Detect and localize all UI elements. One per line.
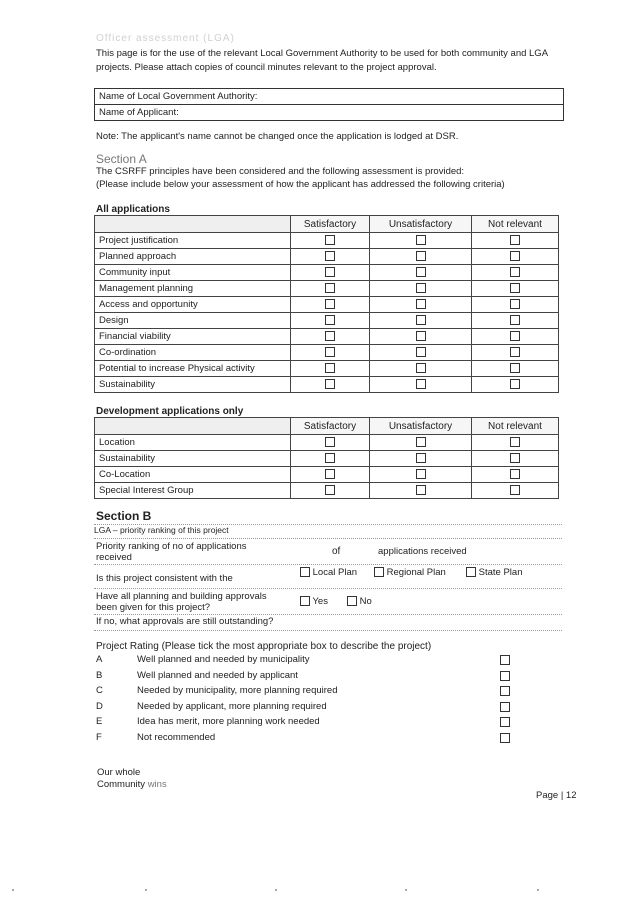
rating-option bbox=[96, 670, 516, 685]
rating-letter: C bbox=[96, 685, 103, 696]
satisfactory-checkbox[interactable] bbox=[325, 485, 335, 495]
checkbox-cell bbox=[291, 483, 370, 499]
rating-text: Not recommended bbox=[137, 731, 216, 743]
unsatisfactory-checkbox[interactable] bbox=[416, 267, 426, 277]
criteria-label: Co-ordination bbox=[95, 345, 291, 361]
satisfactory-checkbox[interactable] bbox=[325, 315, 335, 325]
checkbox-cell bbox=[370, 435, 472, 451]
intro-paragraph: This page is for the use of the relevant Local Government Authority to be used for both community and LGA projects. Please attach copies of council minutes relevant to the project approval. bbox=[96, 48, 548, 73]
satisfactory-checkbox[interactable] bbox=[325, 283, 335, 293]
rating-checkbox[interactable] bbox=[500, 655, 510, 665]
satisfactory-checkbox[interactable] bbox=[325, 299, 335, 309]
not-relevant-checkbox[interactable] bbox=[510, 283, 520, 293]
checkbox-cell bbox=[370, 313, 472, 329]
not-relevant-checkbox[interactable] bbox=[510, 347, 520, 357]
col-unsatisfactory: Unsatisfactory bbox=[370, 418, 472, 435]
scan-mark bbox=[12, 889, 14, 891]
no-checkbox[interactable] bbox=[347, 596, 357, 606]
local-plan-checkbox[interactable] bbox=[300, 567, 310, 577]
col-unsatisfactory: Unsatisfactory bbox=[370, 216, 472, 233]
slogan-community: Community bbox=[97, 779, 146, 790]
section-a-line2: (Please include below your assessment of how the applicant has addressed the following criteria) bbox=[96, 179, 505, 190]
checkbox-cell bbox=[472, 329, 559, 345]
checkbox-cell bbox=[291, 451, 370, 467]
outstanding-label[interactable]: If no, what approvals are still outstanding? bbox=[96, 616, 274, 627]
slogan-line2 bbox=[97, 779, 167, 790]
criteria-label: Planned approach bbox=[95, 249, 291, 265]
checkbox-cell bbox=[370, 345, 472, 361]
plan-consistency-row bbox=[94, 566, 562, 589]
checkbox-cell bbox=[370, 361, 472, 377]
checkbox-cell bbox=[370, 451, 472, 467]
not-relevant-checkbox[interactable] bbox=[510, 485, 520, 495]
section-b-subtitle: LGA – priority ranking of this project bbox=[94, 524, 562, 539]
checkbox-cell bbox=[370, 249, 472, 265]
criteria-label: Location bbox=[95, 435, 291, 451]
rating-text: Idea has merit, more planning work needed bbox=[137, 716, 320, 727]
checkbox-cell bbox=[472, 361, 559, 377]
approvals-row bbox=[94, 590, 562, 615]
not-relevant-checkbox[interactable] bbox=[510, 267, 520, 277]
checkbox-cell bbox=[291, 345, 370, 361]
satisfactory-checkbox[interactable] bbox=[325, 267, 335, 277]
satisfactory-checkbox[interactable] bbox=[325, 469, 335, 479]
applications-received-label: applications received bbox=[378, 546, 467, 557]
criteria-label: Financial viability bbox=[95, 329, 291, 345]
checkbox-cell bbox=[370, 281, 472, 297]
checkbox-cell bbox=[472, 249, 559, 265]
col-not-relevant: Not relevant bbox=[472, 216, 559, 233]
checkbox-cell bbox=[370, 329, 472, 345]
table-row bbox=[95, 345, 559, 361]
not-relevant-checkbox[interactable] bbox=[510, 235, 520, 245]
not-relevant-checkbox[interactable] bbox=[510, 299, 520, 309]
all-applications-table bbox=[94, 215, 559, 393]
table-row bbox=[95, 483, 559, 499]
criteria-label: Sustainability bbox=[95, 377, 291, 393]
checkbox-cell bbox=[472, 233, 559, 249]
table-row bbox=[95, 265, 559, 281]
rating-text: Well planned and needed by municipality bbox=[137, 654, 310, 665]
approvals-label: Have all planning and building approvals been given for this project? bbox=[96, 591, 267, 613]
checkbox-cell bbox=[472, 313, 559, 329]
rating-checkbox[interactable] bbox=[500, 686, 510, 696]
regional-plan-label: Regional Plan bbox=[386, 567, 446, 578]
priority-label: Priority ranking of no of applications received bbox=[96, 541, 247, 563]
satisfactory-checkbox[interactable] bbox=[325, 379, 335, 389]
satisfactory-checkbox[interactable] bbox=[325, 347, 335, 357]
rating-option bbox=[96, 654, 516, 669]
unsatisfactory-checkbox[interactable] bbox=[416, 283, 426, 293]
checkbox-cell bbox=[472, 377, 559, 393]
criteria-label: Potential to increase Physical activity bbox=[95, 361, 291, 377]
note-text: Note: The applicant's name cannot be changed once the application is lodged at DSR. bbox=[96, 131, 459, 142]
satisfactory-checkbox[interactable] bbox=[325, 363, 335, 373]
development-applications-title: Development applications only bbox=[96, 406, 244, 417]
yes-label: Yes bbox=[312, 596, 328, 607]
checkbox-cell bbox=[291, 329, 370, 345]
not-relevant-checkbox[interactable] bbox=[510, 331, 520, 341]
checkbox-cell bbox=[472, 435, 559, 451]
lga-name-field[interactable]: Name of Local Government Authority: bbox=[95, 89, 564, 105]
checkbox-cell bbox=[291, 297, 370, 313]
criteria-label: Management planning bbox=[95, 281, 291, 297]
rating-letter: D bbox=[96, 700, 103, 712]
satisfactory-checkbox[interactable] bbox=[325, 251, 335, 261]
development-applications-table bbox=[94, 417, 559, 499]
table-row bbox=[95, 281, 559, 297]
checkbox-cell bbox=[291, 249, 370, 265]
unsatisfactory-checkbox[interactable] bbox=[416, 251, 426, 261]
unsatisfactory-checkbox[interactable] bbox=[416, 485, 426, 495]
checkbox-cell bbox=[370, 483, 472, 499]
applicant-name-field[interactable]: Name of Applicant: bbox=[95, 105, 564, 121]
checkbox-cell bbox=[291, 233, 370, 249]
rating-text: Well planned and needed by applicant bbox=[137, 669, 298, 681]
rating-letter: F bbox=[96, 731, 102, 743]
regional-plan-checkbox[interactable] bbox=[374, 567, 384, 577]
consistent-label: Is this project consistent with the bbox=[96, 573, 233, 584]
unsatisfactory-checkbox[interactable] bbox=[416, 235, 426, 245]
rating-option bbox=[96, 701, 516, 716]
table-row bbox=[95, 249, 559, 265]
checkbox-cell bbox=[291, 281, 370, 297]
checkbox-cell bbox=[291, 361, 370, 377]
table-row bbox=[95, 361, 559, 377]
criteria-label: Sustainability bbox=[95, 451, 291, 467]
checkbox-cell bbox=[291, 435, 370, 451]
slogan-line1: Our whole bbox=[97, 767, 141, 778]
state-plan-checkbox[interactable] bbox=[466, 567, 476, 577]
table-row bbox=[95, 313, 559, 329]
rating-checkbox[interactable] bbox=[500, 717, 510, 727]
not-relevant-checkbox[interactable] bbox=[510, 437, 520, 447]
section-b-title: Section B bbox=[96, 509, 152, 523]
rating-letter: A bbox=[96, 654, 103, 665]
priority-ranking-row bbox=[94, 539, 562, 565]
checkbox-cell bbox=[472, 281, 559, 297]
table-row bbox=[95, 329, 559, 345]
rating-letter: E bbox=[96, 716, 103, 727]
of-word: of bbox=[332, 546, 341, 557]
project-rating-title: Project Rating (Please tick the most appropriate box to describe the project) bbox=[96, 641, 432, 652]
checkbox-cell bbox=[472, 451, 559, 467]
table-row bbox=[95, 233, 559, 249]
yes-checkbox[interactable] bbox=[300, 596, 310, 606]
not-relevant-checkbox[interactable] bbox=[510, 251, 520, 261]
table-row bbox=[95, 467, 559, 483]
col-not-relevant: Not relevant bbox=[472, 418, 559, 435]
rating-checkbox[interactable] bbox=[500, 702, 510, 712]
checkbox-cell bbox=[472, 345, 559, 361]
header-blank bbox=[95, 216, 291, 233]
rating-option bbox=[96, 732, 516, 747]
table-row bbox=[95, 435, 559, 451]
unsatisfactory-checkbox[interactable] bbox=[416, 453, 426, 463]
criteria-label: Project justification bbox=[95, 233, 291, 249]
scan-mark bbox=[275, 889, 277, 891]
checkbox-cell bbox=[291, 313, 370, 329]
unsatisfactory-checkbox[interactable] bbox=[416, 315, 426, 325]
rating-text: Needed by municipality, more planning required bbox=[137, 685, 338, 696]
satisfactory-checkbox[interactable] bbox=[325, 235, 335, 245]
not-relevant-checkbox[interactable] bbox=[510, 363, 520, 373]
slogan-wins: wins bbox=[147, 779, 167, 790]
not-relevant-checkbox[interactable] bbox=[510, 469, 520, 479]
scan-mark bbox=[145, 889, 147, 891]
checkbox-cell bbox=[472, 265, 559, 281]
unsatisfactory-checkbox[interactable] bbox=[416, 347, 426, 357]
unsatisfactory-checkbox[interactable] bbox=[416, 363, 426, 373]
unsatisfactory-checkbox[interactable] bbox=[416, 331, 426, 341]
checkbox-cell bbox=[370, 297, 472, 313]
criteria-label: Design bbox=[95, 313, 291, 329]
all-applications-title: All applications bbox=[96, 204, 170, 215]
not-relevant-checkbox[interactable] bbox=[510, 453, 520, 463]
col-satisfactory: Satisfactory bbox=[291, 216, 370, 233]
rating-checkbox[interactable] bbox=[500, 733, 510, 743]
not-relevant-checkbox[interactable] bbox=[510, 379, 520, 389]
rating-text: Needed by applicant, more planning required bbox=[137, 700, 327, 712]
checkbox-cell bbox=[472, 297, 559, 313]
rating-letter: B bbox=[96, 669, 103, 681]
checkbox-cell bbox=[291, 265, 370, 281]
unsatisfactory-checkbox[interactable] bbox=[416, 379, 426, 389]
section-a-line1: The CSRFF principles have been considered and the following assessment is provided: bbox=[96, 166, 465, 177]
local-plan-label: Local Plan bbox=[312, 567, 358, 578]
checkbox-cell bbox=[370, 377, 472, 393]
criteria-label: Co-Location bbox=[95, 467, 291, 483]
scan-mark bbox=[537, 889, 539, 891]
scan-mark bbox=[405, 889, 407, 891]
table-row bbox=[95, 451, 559, 467]
unsatisfactory-checkbox[interactable] bbox=[416, 469, 426, 479]
table-row bbox=[95, 377, 559, 393]
criteria-label: Access and opportunity bbox=[95, 297, 291, 313]
criteria-label: Community input bbox=[95, 265, 291, 281]
satisfactory-checkbox[interactable] bbox=[325, 331, 335, 341]
unsatisfactory-checkbox[interactable] bbox=[416, 437, 426, 447]
faded-page-title: Officer assessment (LGA) bbox=[96, 33, 235, 44]
checkbox-cell bbox=[370, 467, 472, 483]
unsatisfactory-checkbox[interactable] bbox=[416, 299, 426, 309]
rating-option bbox=[96, 685, 516, 700]
rating-option bbox=[96, 716, 516, 731]
checkbox-cell bbox=[472, 483, 559, 499]
page-number: Page | 12 bbox=[536, 790, 577, 801]
rating-checkbox[interactable] bbox=[500, 671, 510, 681]
header-blank bbox=[95, 418, 291, 435]
section-a-title: Section A bbox=[96, 152, 147, 166]
satisfactory-checkbox[interactable] bbox=[325, 453, 335, 463]
satisfactory-checkbox[interactable] bbox=[325, 437, 335, 447]
checkbox-cell bbox=[291, 467, 370, 483]
no-label: No bbox=[359, 596, 372, 607]
col-satisfactory: Satisfactory bbox=[291, 418, 370, 435]
table-row bbox=[95, 297, 559, 313]
not-relevant-checkbox[interactable] bbox=[510, 315, 520, 325]
criteria-label: Special Interest Group bbox=[95, 483, 291, 499]
applicant-box bbox=[94, 88, 564, 121]
state-plan-label: State Plan bbox=[478, 567, 523, 578]
checkbox-cell bbox=[472, 467, 559, 483]
checkbox-cell bbox=[370, 265, 472, 281]
checkbox-cell bbox=[370, 233, 472, 249]
outstanding-row bbox=[94, 616, 562, 631]
checkbox-cell bbox=[291, 377, 370, 393]
